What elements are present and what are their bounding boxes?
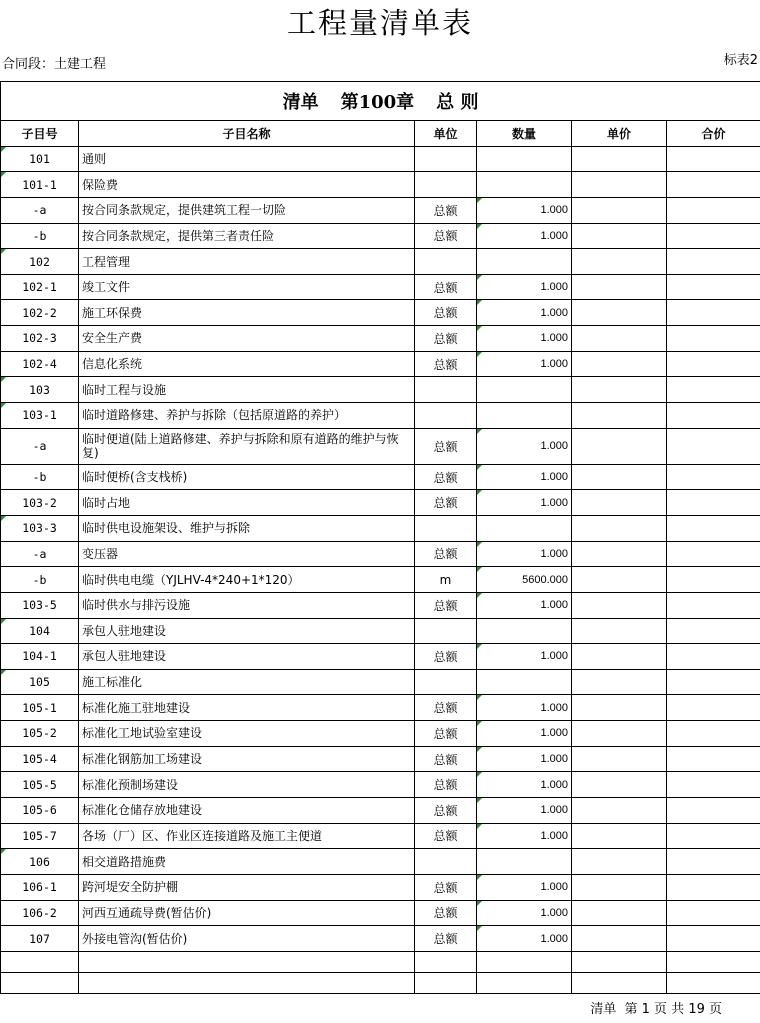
row-code: 102-3 (1, 326, 79, 352)
table-row (1, 926, 760, 952)
row-unit-price (572, 428, 667, 464)
table-row (1, 351, 760, 377)
table-row (1, 249, 760, 275)
chapter-name: 总 则 (436, 92, 479, 113)
row-unit: 总额 (415, 721, 477, 747)
row-total-price (667, 746, 760, 772)
row-quantity: 1.000 (477, 428, 572, 464)
row-unit-price (572, 772, 667, 798)
row-total-price (667, 644, 760, 670)
table-row (1, 274, 760, 300)
row-total-price (667, 274, 760, 300)
row-total-price (667, 695, 760, 721)
row-item-name: 各场（厂）区、作业区连接道路及施工主便道 (79, 823, 415, 849)
row-total-price (667, 874, 760, 900)
row-quantity: 1.000 (477, 926, 572, 952)
row-total-price (667, 403, 760, 429)
table-row (1, 900, 760, 926)
row-total-price (667, 515, 760, 541)
row-code: 101-1 (1, 172, 79, 198)
empty-cell (477, 972, 572, 993)
row-quantity (477, 849, 572, 875)
col-header-name: 子目名称 (79, 121, 415, 147)
row-quantity: 1.000 (477, 592, 572, 618)
row-unit-price (572, 197, 667, 223)
row-item-name: 临时便道(陆上道路修建、养护与拆除和原有道路的维护与恢复) (79, 428, 415, 464)
row-total-price (667, 618, 760, 644)
table-row (1, 197, 760, 223)
row-quantity (477, 249, 572, 275)
row-unit-price (572, 926, 667, 952)
page-footer (586, 1001, 722, 1019)
row-item-name: 施工环保费 (79, 300, 415, 326)
row-unit: 总额 (415, 541, 477, 567)
col-header-qty: 数量 (477, 121, 572, 147)
row-unit (415, 849, 477, 875)
row-unit: 总额 (415, 223, 477, 249)
row-unit-price (572, 592, 667, 618)
row-code: 105-5 (1, 772, 79, 798)
row-total-price (667, 490, 760, 516)
row-unit (415, 377, 477, 403)
row-item-name: 临时供水与排污设施 (79, 592, 415, 618)
row-unit (415, 146, 477, 172)
chapter-header-row (1, 82, 760, 121)
row-unit (415, 669, 477, 695)
table-row (1, 428, 760, 464)
row-item-name: 临时占地 (79, 490, 415, 516)
row-code: 103 (1, 377, 79, 403)
row-code: 106 (1, 849, 79, 875)
row-item-name: 承包人驻地建设 (79, 644, 415, 670)
row-quantity: 1.000 (477, 900, 572, 926)
empty-row (1, 972, 760, 993)
row-unit-price (572, 874, 667, 900)
row-total-price (667, 798, 760, 824)
row-quantity (477, 377, 572, 403)
row-unit: 总额 (415, 926, 477, 952)
table-row (1, 746, 760, 772)
row-quantity (477, 618, 572, 644)
table-row (1, 592, 760, 618)
row-unit: 总额 (415, 695, 477, 721)
chapter-label: 清单 (282, 92, 319, 113)
table-row (1, 798, 760, 824)
row-total-price (667, 464, 760, 490)
row-code: 102-4 (1, 351, 79, 377)
row-quantity: 1.000 (477, 300, 572, 326)
table-row (1, 377, 760, 403)
row-total-price (667, 326, 760, 352)
row-code: 103-5 (1, 592, 79, 618)
empty-cell (667, 972, 760, 993)
row-quantity: 1.000 (477, 351, 572, 377)
row-total-price (667, 823, 760, 849)
row-item-name: 标准化仓储存放地建设 (79, 798, 415, 824)
col-header-code: 子目号 (1, 121, 79, 147)
row-unit-price (572, 351, 667, 377)
empty-cell (415, 972, 477, 993)
footer-sheet-name: 清单 (590, 1002, 617, 1017)
row-code: -a (1, 197, 79, 223)
row-quantity: 1.000 (477, 223, 572, 249)
row-unit-price (572, 249, 667, 275)
row-unit-price (572, 326, 667, 352)
row-code: 103-2 (1, 490, 79, 516)
chapter-number: 第100章 (340, 92, 415, 113)
row-code: 103-1 (1, 403, 79, 429)
empty-cell (1, 972, 79, 993)
empty-cell (79, 972, 415, 993)
row-unit-price (572, 146, 667, 172)
table-row (1, 618, 760, 644)
row-unit: 总额 (415, 823, 477, 849)
empty-cell (572, 951, 667, 972)
row-unit (415, 403, 477, 429)
row-unit-price (572, 377, 667, 403)
row-unit: 总额 (415, 464, 477, 490)
row-total-price (667, 772, 760, 798)
row-unit-price (572, 403, 667, 429)
row-total-price (667, 172, 760, 198)
row-code: 104-1 (1, 644, 79, 670)
row-unit-price (572, 274, 667, 300)
row-item-name: 临时供电电缆（YJLHV-4*240+1*120） (79, 567, 415, 593)
col-header-price: 单价 (572, 121, 667, 147)
row-code: 102 (1, 249, 79, 275)
row-code: 106-1 (1, 874, 79, 900)
row-unit: 总额 (415, 351, 477, 377)
row-quantity: 1.000 (477, 197, 572, 223)
row-unit: 总额 (415, 644, 477, 670)
row-item-name: 标准化预制场建设 (79, 772, 415, 798)
row-total-price (667, 300, 760, 326)
row-item-name: 标准化施工驻地建设 (79, 695, 415, 721)
row-unit-price (572, 567, 667, 593)
row-item-name: 相交道路措施费 (79, 849, 415, 875)
row-item-name: 临时供电设施架设、维护与拆除 (79, 515, 415, 541)
row-unit-price (572, 541, 667, 567)
empty-cell (1, 951, 79, 972)
row-total-price (667, 567, 760, 593)
row-unit-price (572, 464, 667, 490)
row-unit: 总额 (415, 772, 477, 798)
row-code: 102-1 (1, 274, 79, 300)
row-unit-price (572, 618, 667, 644)
row-item-name: 安全生产费 (79, 326, 415, 352)
row-item-name: 承包人驻地建设 (79, 618, 415, 644)
row-total-price (667, 223, 760, 249)
row-code: -a (1, 541, 79, 567)
table-row (1, 172, 760, 198)
row-unit-price (572, 823, 667, 849)
row-unit: 总额 (415, 428, 477, 464)
row-item-name: 工程管理 (79, 249, 415, 275)
row-total-price (667, 249, 760, 275)
row-item-name: 临时道路修建、养护与拆除（包括原道路的养护） (79, 403, 415, 429)
row-code: 102-2 (1, 300, 79, 326)
row-unit-price (572, 223, 667, 249)
table-row (1, 541, 760, 567)
row-item-name: 标准化钢筋加工场建设 (79, 746, 415, 772)
row-unit-price (572, 900, 667, 926)
row-quantity (477, 515, 572, 541)
row-item-name: 临时便桥(含支栈桥) (79, 464, 415, 490)
row-quantity: 1.000 (477, 274, 572, 300)
row-quantity (477, 403, 572, 429)
table-row (1, 669, 760, 695)
row-code: 105-6 (1, 798, 79, 824)
row-quantity: 1.000 (477, 721, 572, 747)
row-unit (415, 249, 477, 275)
row-unit-price (572, 695, 667, 721)
row-unit-price (572, 515, 667, 541)
row-total-price (667, 849, 760, 875)
row-total-price (667, 541, 760, 567)
row-unit (415, 618, 477, 644)
row-quantity: 1.000 (477, 746, 572, 772)
row-total-price (667, 592, 760, 618)
row-code: -b (1, 223, 79, 249)
footer-page-indicator: 第 1 页 共 19 页 (624, 1002, 722, 1017)
page-title: 工程量清单表 (286, 6, 473, 40)
table-row (1, 464, 760, 490)
table-row (1, 874, 760, 900)
row-code: -b (1, 464, 79, 490)
table-row (1, 823, 760, 849)
row-quantity: 1.000 (477, 644, 572, 670)
table-row (1, 146, 760, 172)
table-row (1, 772, 760, 798)
row-quantity: 1.000 (477, 326, 572, 352)
row-unit: 总额 (415, 592, 477, 618)
row-item-name: 河西互通疏导费(暂估价) (79, 900, 415, 926)
row-item-name: 竣工文件 (79, 274, 415, 300)
row-total-price (667, 146, 760, 172)
row-total-price (667, 377, 760, 403)
row-quantity: 5600.000 (477, 567, 572, 593)
table-row (1, 721, 760, 747)
table-row (1, 403, 760, 429)
row-code: 106-2 (1, 900, 79, 926)
row-code: 107 (1, 926, 79, 952)
row-item-name: 按合同条款规定，提供第三者责任险 (79, 223, 415, 249)
empty-cell (667, 951, 760, 972)
col-header-unit: 单位 (415, 121, 477, 147)
row-code: 105 (1, 669, 79, 695)
table-row (1, 490, 760, 516)
row-unit-price (572, 798, 667, 824)
empty-cell (415, 951, 477, 972)
table-row (1, 515, 760, 541)
row-unit-price (572, 172, 667, 198)
row-total-price (667, 197, 760, 223)
contract-section-label: 合同段：土建工程 (2, 57, 107, 72)
row-quantity: 1.000 (477, 874, 572, 900)
row-item-name: 按合同条款规定，提供建筑工程一切险 (79, 197, 415, 223)
row-code: 105-4 (1, 746, 79, 772)
table-row (1, 326, 760, 352)
row-item-name: 信息化系统 (79, 351, 415, 377)
row-quantity (477, 172, 572, 198)
row-quantity (477, 669, 572, 695)
row-quantity: 1.000 (477, 490, 572, 516)
row-unit: 总额 (415, 874, 477, 900)
row-code: 105-2 (1, 721, 79, 747)
row-total-price (667, 669, 760, 695)
row-item-name: 变压器 (79, 541, 415, 567)
row-unit (415, 172, 477, 198)
row-unit: 总额 (415, 490, 477, 516)
row-unit-price (572, 490, 667, 516)
row-unit-price (572, 644, 667, 670)
row-unit-price (572, 746, 667, 772)
form-number: 标表2 (723, 53, 758, 68)
col-header-total: 合价 (667, 121, 760, 147)
row-unit-price (572, 721, 667, 747)
row-total-price (667, 351, 760, 377)
empty-cell (572, 972, 667, 993)
row-item-name: 临时工程与设施 (79, 377, 415, 403)
row-item-name: 外接电管沟(暂估价) (79, 926, 415, 952)
row-total-price (667, 900, 760, 926)
row-item-name: 施工标准化 (79, 669, 415, 695)
row-unit (415, 515, 477, 541)
row-unit: 总额 (415, 900, 477, 926)
row-item-name: 跨河堤安全防护棚 (79, 874, 415, 900)
row-unit: m (415, 567, 477, 593)
empty-row (1, 951, 760, 972)
row-unit: 总额 (415, 326, 477, 352)
row-code: 101 (1, 146, 79, 172)
table-row (1, 849, 760, 875)
row-quantity: 1.000 (477, 772, 572, 798)
table-row (1, 223, 760, 249)
table-row (1, 567, 760, 593)
row-quantity: 1.000 (477, 798, 572, 824)
table-row (1, 695, 760, 721)
row-code: -b (1, 567, 79, 593)
row-item-name: 标准化工地试验室建设 (79, 721, 415, 747)
row-total-price (667, 721, 760, 747)
empty-cell (79, 951, 415, 972)
row-code: 104 (1, 618, 79, 644)
row-unit: 总额 (415, 746, 477, 772)
row-quantity: 1.000 (477, 695, 572, 721)
row-code: 105-1 (1, 695, 79, 721)
row-unit: 总额 (415, 798, 477, 824)
row-quantity: 1.000 (477, 823, 572, 849)
row-total-price (667, 926, 760, 952)
row-item-name: 保险费 (79, 172, 415, 198)
chapter-title (1, 82, 760, 121)
bill-of-quantities-sheet (0, 81, 760, 994)
row-code: 105-7 (1, 823, 79, 849)
empty-cell (477, 951, 572, 972)
row-code: -a (1, 428, 79, 464)
row-item-name: 通则 (79, 146, 415, 172)
row-unit-price (572, 669, 667, 695)
table-row (1, 300, 760, 326)
bill-table (0, 81, 760, 994)
row-quantity (477, 146, 572, 172)
row-quantity: 1.000 (477, 464, 572, 490)
row-code: 103-3 (1, 515, 79, 541)
table-row (1, 644, 760, 670)
row-total-price (667, 428, 760, 464)
row-unit: 总额 (415, 274, 477, 300)
column-header-row (1, 121, 760, 147)
row-unit-price (572, 849, 667, 875)
row-unit: 总额 (415, 300, 477, 326)
row-unit: 总额 (415, 197, 477, 223)
row-quantity: 1.000 (477, 541, 572, 567)
row-unit-price (572, 300, 667, 326)
